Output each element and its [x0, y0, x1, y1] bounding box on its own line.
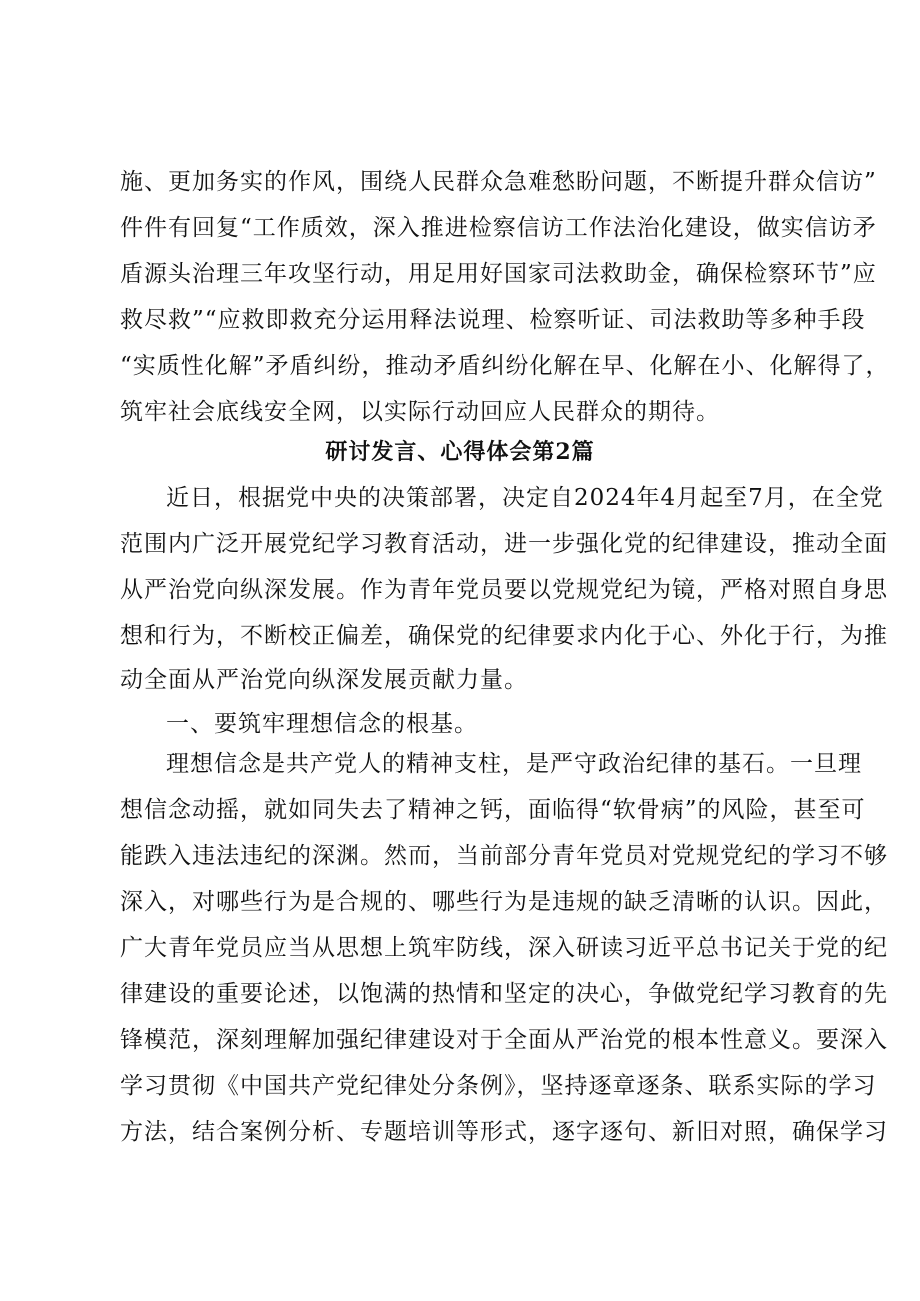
paragraph1-line-3: 从严治党向纵深发展。作为青年党员要以党规党纪为镜，严格对照自身思: [120, 577, 888, 603]
paragraph2-line-3: 能跌入违法违纪的深渊。然而，当前部分青年党员对党规党纪的学习不够: [120, 843, 888, 869]
paragraph2-line-2: 想信念动摇，就如同失去了精神之钙，面临得“软骨病”的风险，甚至可: [120, 797, 866, 823]
paragraph2-line-9: 方法，结合案例分析、专题培训等形式，逐字逐句、新旧对照，确保学习: [120, 1119, 888, 1145]
paragraph2-line-7: 锋模范，深刻理解加强纪律建设对于全面从严治党的根本性意义。要深入: [120, 1027, 888, 1053]
paragraph1-line-5: 动全面从严治党向纵深发展贡献力量。: [120, 667, 528, 693]
paragraph2-line-6: 律建设的重要论述，以饱满的热情和坚定的决心，争做党纪学习教育的先: [120, 981, 888, 1007]
paragraph2-line-8: 学习贯彻《中国共产党纪律处分条例》，坚持逐章逐条、联系实际的学习: [120, 1073, 877, 1099]
paragraph1-line-2: 范围内广泛开展党纪学习教育活动，进一步强化党的纪律建设，推动全面: [120, 531, 888, 557]
paragraph1-line-4: 想和行为，不断校正偏差，确保党的纪律要求内化于心、外化于行，为推: [120, 623, 888, 649]
paragraph1-line-1: 近日，根据党中央的决策部署，决定自2024年4月起至7月，在全党: [166, 485, 884, 511]
intro-line-3: 盾源头治理三年攻坚行动，用足用好国家司法救助金，确保检察环节”应: [120, 261, 877, 287]
subheading: 一、要筑牢理想信念的根基。: [166, 711, 478, 737]
intro-line-6: 筑牢社会底线安全网，以实际行动回应人民群众的期待。: [120, 399, 720, 425]
paragraph2-line-4: 深入，对哪些行为是合规的、哪些行为是违规的缺乏清晰的认识。因此，: [120, 889, 888, 915]
paragraph2-line-1: 理想信念是共产党人的精神支柱，是严守政治纪律的基石。一旦理: [166, 751, 862, 777]
paragraph2-line-5: 广大青年党员应当从思想上筑牢防线，深入研读习近平总书记关于党的纪: [120, 935, 888, 961]
intro-line-4: 救尽救”“应救即救充分运用释法说理、检察听证、司法救助等多种手段: [120, 307, 866, 333]
intro-line-5: “实质性化解”矛盾纠纷，推动矛盾纠纷化解在早、化解在小、化解得了，: [120, 353, 890, 379]
intro-line-2: 件件有回复“工作质效，深入推进检察信访工作法治化建设，做实信访矛: [120, 215, 877, 241]
intro-line-1: 施、更加务实的作风，围绕人民群众急难愁盼问题，不断提升群众信访”: [120, 169, 877, 195]
section-heading: 研讨发言、心得体会第2篇: [325, 439, 595, 465]
